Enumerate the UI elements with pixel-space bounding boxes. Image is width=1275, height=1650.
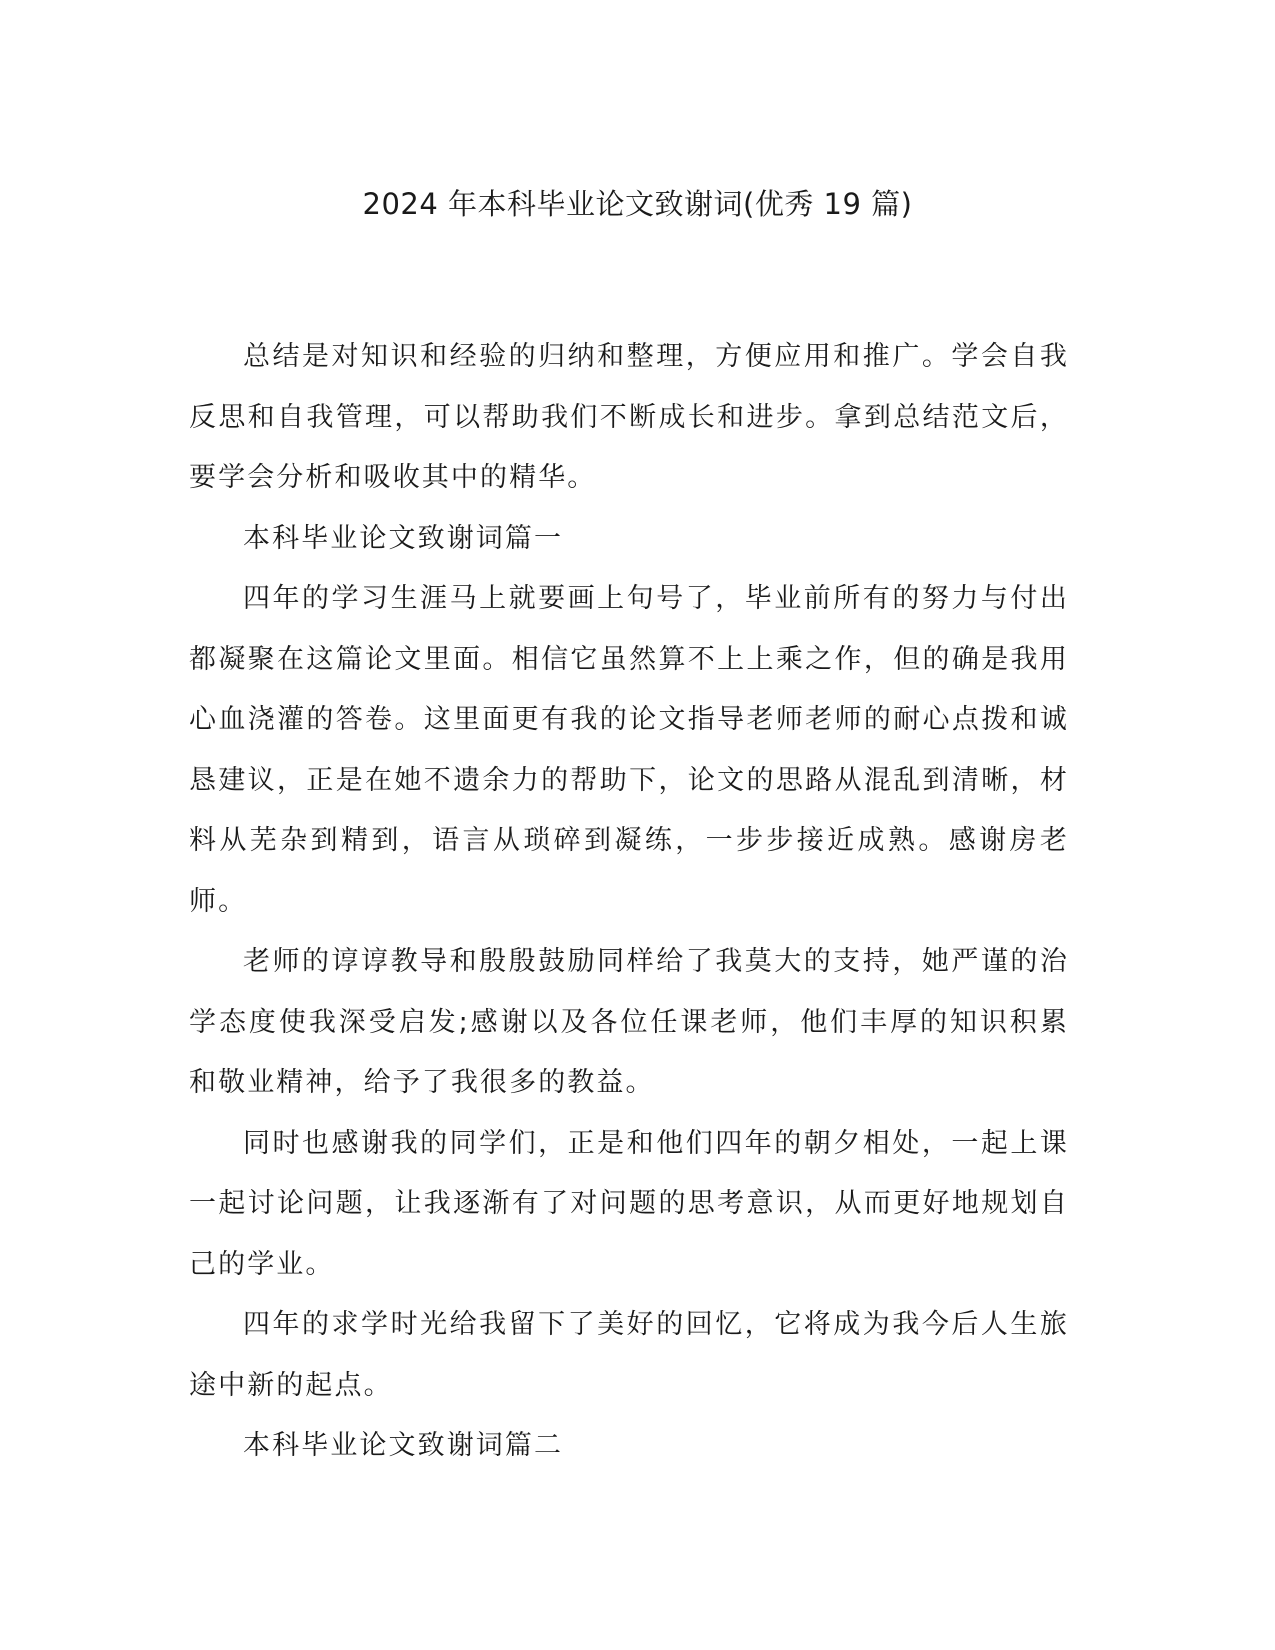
body-paragraph-1: 四年的学习生涯马上就要画上句号了，毕业前所有的努力与付出都凝聚在这篇论文里面。相信它虽然算不上上乘之作，但的确是我用心血浇灌的答卷。这里面更有我的论文指导老师老师的耐心点拨和诚恳建议，正是在她不遗余力的帮助下，论文的思路从混乱到清晰，材料从芜杂到精到，语言从琐碎到凝练，一步步接近成熟。感谢房老师。 <box>189 583 1069 917</box>
document-body <box>189 327 1069 1477</box>
body-paragraph-4: 四年的求学时光给我留下了美好的回忆，它将成为我今后人生旅途中新的起点。 <box>189 1309 1069 1401</box>
intro-paragraph: 总结是对知识和经验的归纳和整理，方便应用和推广。学会自我反思和自我管理，可以帮助我们不断成长和进步。拿到总结范文后，要学会分析和吸收其中的精华。 <box>189 341 1069 493</box>
section-heading-2: 本科毕业论文致谢词篇二 <box>243 1430 564 1461</box>
body-paragraph-2: 老师的谆谆教导和殷殷鼓励同样给了我莫大的支持，她严谨的治学态度使我深受启发;感谢以及各位任课老师，他们丰厚的知识积累和敬业精神，给予了我很多的教益。 <box>189 946 1069 1098</box>
document-title: 2024 年本科毕业论文致谢词(优秀 19 篇) <box>362 187 913 221</box>
body-paragraph-3: 同时也感谢我的同学们，正是和他们四年的朝夕相处，一起上课一起讨论问题，让我逐渐有了对问题的思考意识，从而更好地规划自己的学业。 <box>189 1127 1069 1280</box>
section-heading-1: 本科毕业论文致谢词篇一 <box>243 522 564 554</box>
